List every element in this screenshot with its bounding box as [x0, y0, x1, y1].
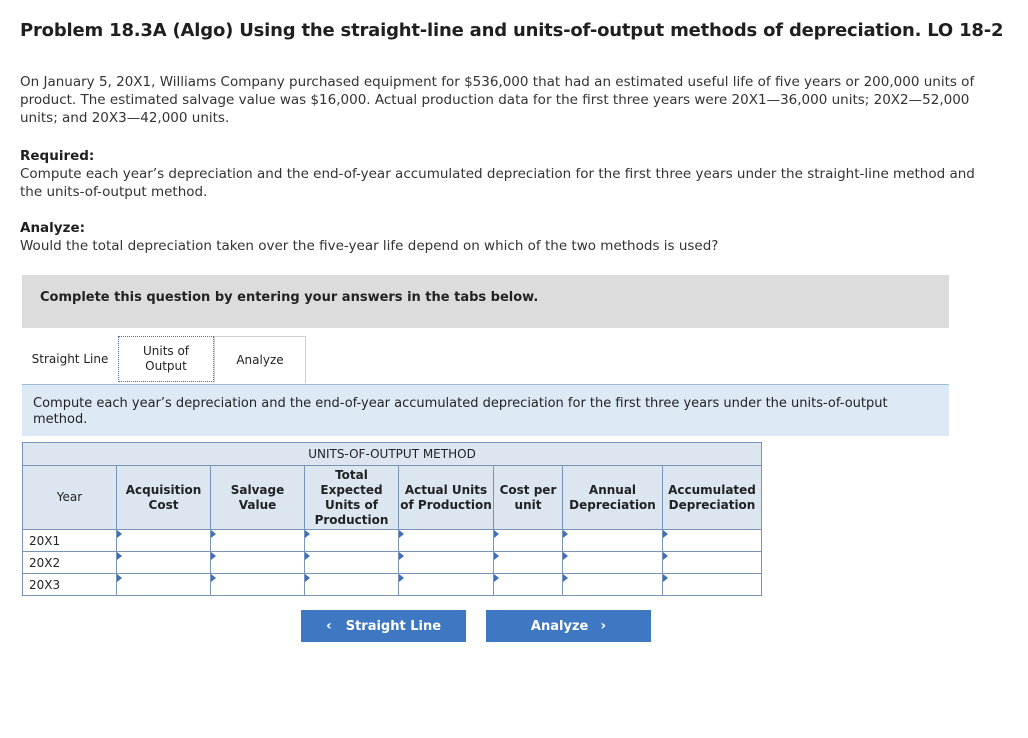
accumulated-depreciation-input[interactable] — [663, 530, 762, 552]
prompt-text: Compute each year’s depreciation and the end-of-year accumulated depreciation for the first three years under the units-of-output method. — [33, 396, 888, 427]
tab-units-of-output-label: Units of Output — [142, 344, 190, 373]
total-expected-units-input[interactable] — [305, 574, 399, 596]
annual-depreciation-input[interactable] — [563, 574, 663, 596]
acquisition-cost-input[interactable] — [117, 530, 211, 552]
accumulated-depreciation-input[interactable] — [663, 574, 762, 596]
salvage-value-input[interactable] — [211, 574, 305, 596]
col-header-total-expected-units: Total Expected Units of Production — [305, 466, 399, 530]
next-analyze-button[interactable] — [486, 610, 651, 642]
row-year: 20X2 — [23, 552, 117, 574]
row-year: 20X1 — [23, 530, 117, 552]
col-header-actual-units: Actual Units of Production — [399, 466, 494, 530]
next-button-label: Analyze — [530, 618, 589, 634]
total-expected-units-input[interactable] — [305, 530, 399, 552]
table-row — [23, 574, 762, 596]
instructions-box — [22, 275, 949, 328]
problem-text: On January 5, 20X1, Williams Company purchased equipment for $536,000 that had an estimated useful life of five years or 200,000 units of product. The estimated salvage value was $16,000. Actual production data for the first three years were 20X1—36,000 units; 20X2—52,000 units; and 20X3—42,000 units. — [20, 74, 975, 126]
cost-per-unit-input[interactable] — [494, 552, 563, 574]
analyze-text: Would the total depreciation taken over the five-year life depend on which of the two methods is used? — [20, 238, 719, 254]
salvage-value-input[interactable] — [211, 530, 305, 552]
col-header-annual-depreciation: Annual Depreciation — [563, 466, 663, 530]
instructions-text: Complete this question by entering your answers in the tabs below. — [40, 290, 539, 305]
actual-units-input[interactable] — [399, 552, 494, 574]
required-section — [20, 147, 980, 201]
col-header-cost-per-unit: Cost per unit — [494, 466, 563, 530]
accumulated-depreciation-input[interactable] — [663, 552, 762, 574]
prev-button-label: Straight Line — [345, 618, 442, 634]
actual-units-input[interactable] — [399, 530, 494, 552]
col-header-salvage-value: Salvage Value — [211, 466, 305, 530]
tab-straight-line[interactable]: Straight Line — [22, 336, 118, 382]
tab-units-of-output[interactable] — [118, 336, 214, 382]
col-header-year: Year — [23, 466, 117, 530]
units-of-output-table — [22, 442, 762, 596]
chevron-right-icon: › — [600, 618, 607, 634]
cost-per-unit-input[interactable] — [494, 574, 563, 596]
total-expected-units-input[interactable] — [305, 552, 399, 574]
row-year: 20X3 — [23, 574, 117, 596]
annual-depreciation-input[interactable] — [563, 530, 663, 552]
analyze-section — [20, 219, 980, 255]
chevron-left-icon: ‹ — [325, 618, 332, 634]
prompt-box — [22, 384, 949, 436]
table-row — [23, 530, 762, 552]
actual-units-input[interactable] — [399, 574, 494, 596]
table-caption: UNITS-OF-OUTPUT METHOD — [23, 443, 762, 466]
col-header-acquisition-cost: Acquisition Cost — [117, 466, 211, 530]
required-label: Required: — [20, 148, 95, 164]
problem-title: Problem 18.3A (Algo) Using the straight-line and units-of-output methods of depreciation. LO 18-2 — [20, 20, 1004, 41]
table-row — [23, 552, 762, 574]
col-header-accumulated-depreciation: Accumulated Depreciation — [663, 466, 762, 530]
acquisition-cost-input[interactable] — [117, 574, 211, 596]
salvage-value-input[interactable] — [211, 552, 305, 574]
prev-straight-line-button[interactable] — [301, 610, 466, 642]
tab-analyze[interactable]: Analyze — [214, 336, 306, 383]
cost-per-unit-input[interactable] — [494, 530, 563, 552]
required-text: Compute each year’s depreciation and the end-of-year accumulated depreciation for the first three years under the straight-line method and the units-of-output method. — [20, 166, 975, 200]
annual-depreciation-input[interactable] — [563, 552, 663, 574]
acquisition-cost-input[interactable] — [117, 552, 211, 574]
analyze-label: Analyze: — [20, 220, 86, 236]
